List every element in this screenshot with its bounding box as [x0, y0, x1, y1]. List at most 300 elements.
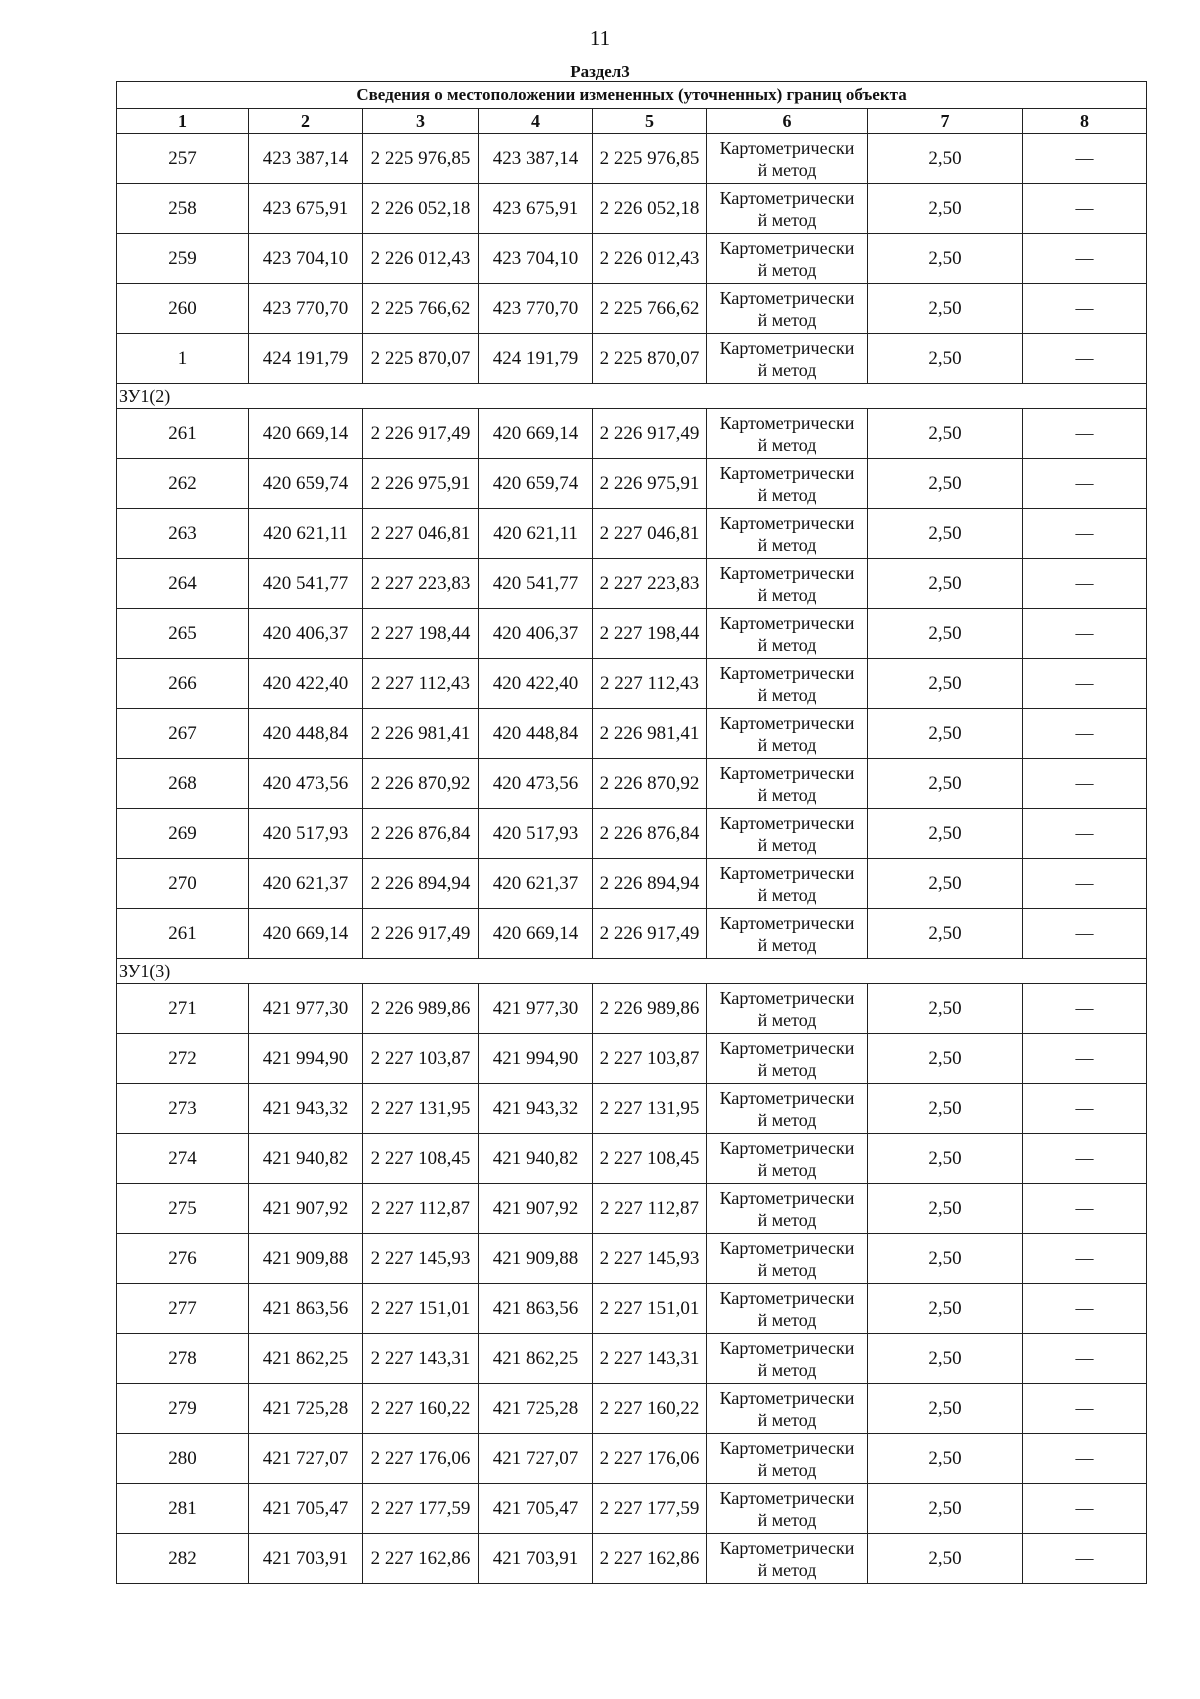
y-coordinate-cell: 2 227 160,22: [363, 1384, 479, 1434]
method-cell: [707, 284, 868, 334]
method-text-line2: й метод: [757, 1409, 817, 1430]
y-coordinate-cell: 2 226 052,18: [593, 184, 707, 234]
x-coordinate-cell: 423 387,14: [249, 134, 363, 184]
y-coordinate-cell: 2 226 012,43: [363, 234, 479, 284]
precision-cell: 2,50: [868, 334, 1023, 384]
x-coordinate-cell: 421 994,90: [479, 1034, 593, 1084]
point-number-cell: 264: [117, 559, 249, 609]
method-cell: [707, 334, 868, 384]
method-text-line1: Картометрически: [719, 137, 855, 158]
x-coordinate-cell: 421 909,88: [249, 1234, 363, 1284]
method-text-line1: Картометрически: [719, 1337, 855, 1358]
precision-cell: 2,50: [868, 559, 1023, 609]
empty-dash-cell: —: [1023, 609, 1147, 659]
method-cell: [707, 859, 868, 909]
empty-dash-cell: —: [1023, 134, 1147, 184]
y-coordinate-cell: 2 227 151,01: [593, 1284, 707, 1334]
y-coordinate-cell: 2 226 894,94: [363, 859, 479, 909]
method-cell: [707, 609, 868, 659]
y-coordinate-cell: 2 227 108,45: [363, 1134, 479, 1184]
empty-dash-cell: —: [1023, 1084, 1147, 1134]
x-coordinate-cell: 420 517,93: [479, 809, 593, 859]
precision-cell: 2,50: [868, 459, 1023, 509]
table-row: [117, 234, 1147, 284]
y-coordinate-cell: 2 226 876,84: [593, 809, 707, 859]
table-row: [117, 909, 1147, 959]
point-number-cell: 266: [117, 659, 249, 709]
method-text-line1: Картометрически: [719, 1237, 855, 1258]
y-coordinate-cell: 2 227 177,59: [593, 1484, 707, 1534]
method-text-line1: Картометрически: [719, 912, 855, 933]
table-row: [117, 184, 1147, 234]
x-coordinate-cell: 423 675,91: [249, 184, 363, 234]
group-header-row: [117, 959, 1147, 984]
method-text-line1: Картометрически: [719, 762, 855, 783]
precision-cell: 2,50: [868, 659, 1023, 709]
section-title: Раздел3: [570, 62, 630, 81]
method-text-line1: Картометрически: [719, 287, 855, 308]
table-row: [117, 559, 1147, 609]
y-coordinate-cell: 2 227 198,44: [363, 609, 479, 659]
y-coordinate-cell: 2 227 112,87: [363, 1184, 479, 1234]
point-number-cell: 271: [117, 984, 249, 1034]
y-coordinate-cell: 2 227 103,87: [593, 1034, 707, 1084]
method-text-line2: й метод: [757, 1509, 817, 1530]
precision-cell: 2,50: [868, 759, 1023, 809]
y-coordinate-cell: 2 227 112,43: [363, 659, 479, 709]
method-text-line2: й метод: [757, 1459, 817, 1480]
empty-dash-cell: —: [1023, 1484, 1147, 1534]
precision-cell: 2,50: [868, 609, 1023, 659]
method-cell: [707, 509, 868, 559]
method-text-line2: й метод: [757, 1259, 817, 1280]
empty-dash-cell: —: [1023, 284, 1147, 334]
precision-cell: 2,50: [868, 809, 1023, 859]
x-coordinate-cell: 421 907,92: [249, 1184, 363, 1234]
table-row: [117, 984, 1147, 1034]
table-row: [117, 1334, 1147, 1384]
y-coordinate-cell: 2 226 917,49: [593, 409, 707, 459]
x-coordinate-cell: 420 541,77: [249, 559, 363, 609]
x-coordinate-cell: 420 422,40: [479, 659, 593, 709]
empty-dash-cell: —: [1023, 459, 1147, 509]
method-cell: [707, 1434, 868, 1484]
y-coordinate-cell: 2 227 145,93: [593, 1234, 707, 1284]
empty-dash-cell: —: [1023, 334, 1147, 384]
y-coordinate-cell: 2 225 870,07: [593, 334, 707, 384]
precision-cell: 2,50: [868, 284, 1023, 334]
point-number-cell: 280: [117, 1434, 249, 1484]
method-cell: [707, 459, 868, 509]
method-text-line1: Картометрически: [719, 1487, 855, 1508]
precision-cell: 2,50: [868, 984, 1023, 1034]
empty-dash-cell: —: [1023, 409, 1147, 459]
y-coordinate-cell: 2 227 108,45: [593, 1134, 707, 1184]
table-row: [117, 1434, 1147, 1484]
table-row: [117, 409, 1147, 459]
x-coordinate-cell: 421 725,28: [249, 1384, 363, 1434]
table-row: [117, 1384, 1147, 1434]
x-coordinate-cell: 421 943,32: [479, 1084, 593, 1134]
x-coordinate-cell: 421 909,88: [479, 1234, 593, 1284]
empty-dash-cell: —: [1023, 559, 1147, 609]
method-text-line2: й метод: [757, 1109, 817, 1130]
precision-cell: 2,50: [868, 1084, 1023, 1134]
method-cell: [707, 409, 868, 459]
method-text-line1: Картометрически: [719, 987, 855, 1008]
method-cell: [707, 909, 868, 959]
method-cell: [707, 1184, 868, 1234]
method-text-line2: й метод: [757, 259, 817, 280]
x-coordinate-cell: 421 994,90: [249, 1034, 363, 1084]
method-text-line1: Картометрически: [719, 662, 855, 683]
table-row: [117, 284, 1147, 334]
precision-cell: 2,50: [868, 709, 1023, 759]
y-coordinate-cell: 2 227 046,81: [363, 509, 479, 559]
column-number: 1: [117, 109, 249, 134]
y-coordinate-cell: 2 226 975,91: [363, 459, 479, 509]
y-coordinate-cell: 2 226 981,41: [593, 709, 707, 759]
method-cell: [707, 559, 868, 609]
table-row: [117, 459, 1147, 509]
y-coordinate-cell: 2 226 917,49: [593, 909, 707, 959]
x-coordinate-cell: 421 703,91: [479, 1534, 593, 1584]
method-text-line2: й метод: [757, 884, 817, 905]
method-text-line2: й метод: [757, 634, 817, 655]
method-text-line1: Картометрически: [719, 1537, 855, 1558]
method-text-line1: Картометрически: [719, 562, 855, 583]
group-label: ЗУ1(3): [117, 959, 1147, 984]
method-cell: [707, 759, 868, 809]
y-coordinate-cell: 2 227 143,31: [593, 1334, 707, 1384]
x-coordinate-cell: 420 659,74: [479, 459, 593, 509]
empty-dash-cell: —: [1023, 1434, 1147, 1484]
x-coordinate-cell: 423 387,14: [479, 134, 593, 184]
empty-dash-cell: —: [1023, 859, 1147, 909]
method-cell: [707, 134, 868, 184]
empty-dash-cell: —: [1023, 984, 1147, 1034]
table-row: [117, 1234, 1147, 1284]
empty-dash-cell: —: [1023, 1234, 1147, 1284]
precision-cell: 2,50: [868, 1434, 1023, 1484]
point-number-cell: 261: [117, 909, 249, 959]
point-number-cell: 259: [117, 234, 249, 284]
method-text-line2: й метод: [757, 209, 817, 230]
group-label: ЗУ1(2): [117, 384, 1147, 409]
precision-cell: 2,50: [868, 1134, 1023, 1184]
y-coordinate-cell: 2 227 112,43: [593, 659, 707, 709]
method-text-line1: Картометрически: [719, 337, 855, 358]
empty-dash-cell: —: [1023, 509, 1147, 559]
method-text-line2: й метод: [757, 834, 817, 855]
x-coordinate-cell: 421 907,92: [479, 1184, 593, 1234]
column-number: 7: [868, 109, 1023, 134]
method-text-line1: Картометрически: [719, 237, 855, 258]
column-number: 4: [479, 109, 593, 134]
table-row: [117, 659, 1147, 709]
x-coordinate-cell: 423 770,70: [479, 284, 593, 334]
method-text-line1: Картометрически: [719, 1187, 855, 1208]
x-coordinate-cell: 420 448,84: [479, 709, 593, 759]
method-cell: [707, 234, 868, 284]
y-coordinate-cell: 2 226 052,18: [363, 184, 479, 234]
y-coordinate-cell: 2 227 143,31: [363, 1334, 479, 1384]
method-text-line1: Картометрически: [719, 1037, 855, 1058]
point-number-cell: 270: [117, 859, 249, 909]
x-coordinate-cell: 421 940,82: [249, 1134, 363, 1184]
boundary-coordinates-table: [116, 81, 1147, 1584]
empty-dash-cell: —: [1023, 1034, 1147, 1084]
table-caption: Сведения о местоположении измененных (уточненных) границ объекта: [117, 82, 1147, 109]
point-number-cell: 267: [117, 709, 249, 759]
method-text-line2: й метод: [757, 734, 817, 755]
point-number-cell: 282: [117, 1534, 249, 1584]
x-coordinate-cell: 421 725,28: [479, 1384, 593, 1434]
y-coordinate-cell: 2 225 976,85: [363, 134, 479, 184]
precision-cell: 2,50: [868, 1234, 1023, 1284]
method-cell: [707, 1334, 868, 1384]
precision-cell: 2,50: [868, 1384, 1023, 1434]
table-row: [117, 509, 1147, 559]
empty-dash-cell: —: [1023, 1184, 1147, 1234]
method-cell: [707, 659, 868, 709]
column-number: 6: [707, 109, 868, 134]
table-row: [117, 759, 1147, 809]
y-coordinate-cell: 2 227 198,44: [593, 609, 707, 659]
y-coordinate-cell: 2 226 981,41: [363, 709, 479, 759]
method-text-line1: Картометрически: [719, 187, 855, 208]
y-coordinate-cell: 2 227 131,95: [363, 1084, 479, 1134]
x-coordinate-cell: 420 517,93: [249, 809, 363, 859]
method-text-line2: й метод: [757, 1159, 817, 1180]
y-coordinate-cell: 2 227 177,59: [363, 1484, 479, 1534]
x-coordinate-cell: 423 704,10: [479, 234, 593, 284]
column-number: 5: [593, 109, 707, 134]
x-coordinate-cell: 420 669,14: [479, 409, 593, 459]
precision-cell: 2,50: [868, 509, 1023, 559]
method-text-line1: Картометрически: [719, 1437, 855, 1458]
empty-dash-cell: —: [1023, 909, 1147, 959]
column-number: 8: [1023, 109, 1147, 134]
column-numbers-row: [117, 109, 1147, 134]
point-number-cell: 278: [117, 1334, 249, 1384]
y-coordinate-cell: 2 227 223,83: [593, 559, 707, 609]
method-cell: [707, 709, 868, 759]
x-coordinate-cell: 420 669,14: [479, 909, 593, 959]
method-text-line1: Картометрически: [719, 1387, 855, 1408]
precision-cell: 2,50: [868, 859, 1023, 909]
empty-dash-cell: —: [1023, 1334, 1147, 1384]
empty-dash-cell: —: [1023, 759, 1147, 809]
x-coordinate-cell: 421 863,56: [479, 1284, 593, 1334]
point-number-cell: 268: [117, 759, 249, 809]
point-number-cell: 281: [117, 1484, 249, 1534]
y-coordinate-cell: 2 225 766,62: [593, 284, 707, 334]
method-text-line2: й метод: [757, 534, 817, 555]
method-cell: [707, 1484, 868, 1534]
method-cell: [707, 184, 868, 234]
y-coordinate-cell: 2 226 870,92: [363, 759, 479, 809]
method-text-line2: й метод: [757, 159, 817, 180]
x-coordinate-cell: 424 191,79: [479, 334, 593, 384]
x-coordinate-cell: 420 659,74: [249, 459, 363, 509]
method-text-line2: й метод: [757, 1359, 817, 1380]
x-coordinate-cell: 420 406,37: [249, 609, 363, 659]
y-coordinate-cell: 2 227 131,95: [593, 1084, 707, 1134]
y-coordinate-cell: 2 226 894,94: [593, 859, 707, 909]
point-number-cell: 263: [117, 509, 249, 559]
y-coordinate-cell: 2 227 162,86: [593, 1534, 707, 1584]
y-coordinate-cell: 2 226 975,91: [593, 459, 707, 509]
method-text-line2: й метод: [757, 584, 817, 605]
precision-cell: 2,50: [868, 909, 1023, 959]
y-coordinate-cell: 2 227 176,06: [363, 1434, 479, 1484]
table-row: [117, 859, 1147, 909]
method-text-line2: й метод: [757, 684, 817, 705]
y-coordinate-cell: 2 227 223,83: [363, 559, 479, 609]
method-text-line1: Картометрически: [719, 1087, 855, 1108]
y-coordinate-cell: 2 227 176,06: [593, 1434, 707, 1484]
method-text-line2: й метод: [757, 434, 817, 455]
group-header-row: [117, 384, 1147, 409]
method-text-line2: й метод: [757, 359, 817, 380]
empty-dash-cell: —: [1023, 1534, 1147, 1584]
method-text-line1: Картометрически: [719, 1287, 855, 1308]
x-coordinate-cell: 420 621,37: [249, 859, 363, 909]
y-coordinate-cell: 2 226 870,92: [593, 759, 707, 809]
precision-cell: 2,50: [868, 1334, 1023, 1384]
y-coordinate-cell: 2 226 989,86: [593, 984, 707, 1034]
x-coordinate-cell: 423 770,70: [249, 284, 363, 334]
y-coordinate-cell: 2 227 112,87: [593, 1184, 707, 1234]
method-text-line1: Картометрически: [719, 712, 855, 733]
method-cell: [707, 984, 868, 1034]
method-cell: [707, 809, 868, 859]
method-cell: [707, 1034, 868, 1084]
point-number-cell: 277: [117, 1284, 249, 1334]
precision-cell: 2,50: [868, 1284, 1023, 1334]
precision-cell: 2,50: [868, 234, 1023, 284]
precision-cell: 2,50: [868, 1034, 1023, 1084]
x-coordinate-cell: 421 705,47: [249, 1484, 363, 1534]
y-coordinate-cell: 2 226 012,43: [593, 234, 707, 284]
point-number-cell: 258: [117, 184, 249, 234]
table-row: [117, 809, 1147, 859]
x-coordinate-cell: 420 669,14: [249, 409, 363, 459]
method-text-line2: й метод: [757, 1009, 817, 1030]
point-number-cell: 279: [117, 1384, 249, 1434]
x-coordinate-cell: 421 863,56: [249, 1284, 363, 1334]
y-coordinate-cell: 2 227 162,86: [363, 1534, 479, 1584]
point-number-cell: 272: [117, 1034, 249, 1084]
method-cell: [707, 1084, 868, 1134]
point-number-cell: 273: [117, 1084, 249, 1134]
y-coordinate-cell: 2 226 989,86: [363, 984, 479, 1034]
point-number-cell: 257: [117, 134, 249, 184]
empty-dash-cell: —: [1023, 1284, 1147, 1334]
table-row: [117, 334, 1147, 384]
empty-dash-cell: —: [1023, 1134, 1147, 1184]
precision-cell: 2,50: [868, 1534, 1023, 1584]
method-text-line2: й метод: [757, 784, 817, 805]
x-coordinate-cell: 421 727,07: [479, 1434, 593, 1484]
method-text-line2: й метод: [757, 1559, 817, 1580]
precision-cell: 2,50: [868, 409, 1023, 459]
y-coordinate-cell: 2 227 160,22: [593, 1384, 707, 1434]
point-number-cell: 262: [117, 459, 249, 509]
point-number-cell: 260: [117, 284, 249, 334]
y-coordinate-cell: 2 227 046,81: [593, 509, 707, 559]
method-text-line1: Картометрически: [719, 812, 855, 833]
x-coordinate-cell: 420 406,37: [479, 609, 593, 659]
precision-cell: 2,50: [868, 134, 1023, 184]
y-coordinate-cell: 2 225 870,07: [363, 334, 479, 384]
y-coordinate-cell: 2 226 917,49: [363, 909, 479, 959]
method-cell: [707, 1234, 868, 1284]
x-coordinate-cell: 421 977,30: [479, 984, 593, 1034]
method-text-line1: Картометрически: [719, 612, 855, 633]
table-row: [117, 1184, 1147, 1234]
x-coordinate-cell: 423 675,91: [479, 184, 593, 234]
method-cell: [707, 1134, 868, 1184]
method-cell: [707, 1284, 868, 1334]
point-number-cell: 274: [117, 1134, 249, 1184]
table-row: [117, 1134, 1147, 1184]
x-coordinate-cell: 421 862,25: [479, 1334, 593, 1384]
column-number: 3: [363, 109, 479, 134]
point-number-cell: 1: [117, 334, 249, 384]
method-text-line2: й метод: [757, 309, 817, 330]
table-caption-row: [117, 82, 1147, 109]
table-row: [117, 134, 1147, 184]
point-number-cell: 275: [117, 1184, 249, 1234]
table-row: [117, 1484, 1147, 1534]
method-cell: [707, 1534, 868, 1584]
method-text-line1: Картометрически: [719, 412, 855, 433]
table-row: [117, 1084, 1147, 1134]
table-body: [117, 82, 1147, 1584]
point-number-cell: 261: [117, 409, 249, 459]
method-text-line2: й метод: [757, 1059, 817, 1080]
empty-dash-cell: —: [1023, 709, 1147, 759]
method-text-line1: Картометрически: [719, 1137, 855, 1158]
table-row: [117, 609, 1147, 659]
method-text-line1: Картометрически: [719, 512, 855, 533]
x-coordinate-cell: 421 862,25: [249, 1334, 363, 1384]
method-cell: [707, 1384, 868, 1434]
x-coordinate-cell: 420 448,84: [249, 709, 363, 759]
y-coordinate-cell: 2 225 766,62: [363, 284, 479, 334]
table-row: [117, 1034, 1147, 1084]
precision-cell: 2,50: [868, 184, 1023, 234]
y-coordinate-cell: 2 227 145,93: [363, 1234, 479, 1284]
x-coordinate-cell: 420 422,40: [249, 659, 363, 709]
y-coordinate-cell: 2 227 103,87: [363, 1034, 479, 1084]
method-text-line1: Картометрически: [719, 862, 855, 883]
empty-dash-cell: —: [1023, 659, 1147, 709]
empty-dash-cell: —: [1023, 1384, 1147, 1434]
x-coordinate-cell: 420 473,56: [249, 759, 363, 809]
method-text-line2: й метод: [757, 1309, 817, 1330]
method-text-line1: Картометрически: [719, 462, 855, 483]
method-text-line2: й метод: [757, 934, 817, 955]
x-coordinate-cell: 421 703,91: [249, 1534, 363, 1584]
empty-dash-cell: —: [1023, 809, 1147, 859]
point-number-cell: 265: [117, 609, 249, 659]
x-coordinate-cell: 420 473,56: [479, 759, 593, 809]
x-coordinate-cell: 420 621,11: [479, 509, 593, 559]
x-coordinate-cell: 420 669,14: [249, 909, 363, 959]
